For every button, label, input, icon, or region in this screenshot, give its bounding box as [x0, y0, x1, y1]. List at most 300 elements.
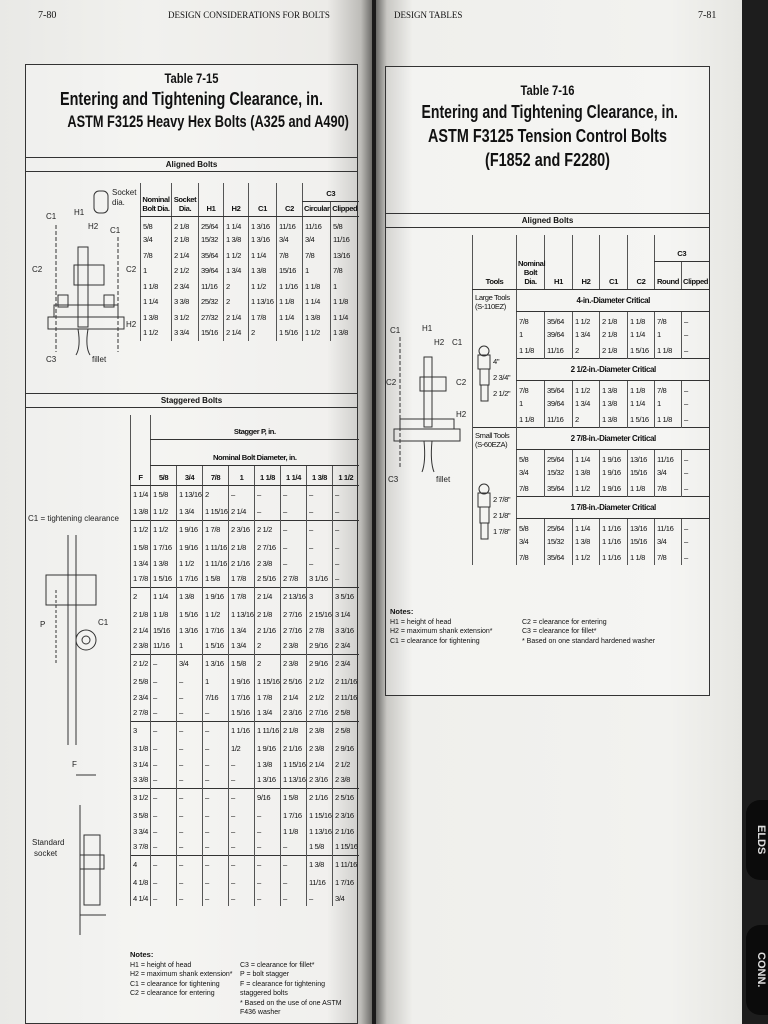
stagger-value: 1 15/16	[333, 839, 359, 855]
table-cell: 1 1/2	[573, 550, 600, 566]
table-cell: 1	[331, 279, 359, 295]
tool-model: (S-110EZ)	[475, 301, 506, 311]
stagger-value: 1 13/16	[281, 772, 307, 788]
stagger-value: 1 3/16	[177, 622, 203, 638]
stagger-value: –	[151, 756, 177, 772]
table-cell: 2	[249, 325, 277, 341]
stagger-value: 1 5/8	[281, 788, 307, 807]
stagger-value: 1 5/8	[307, 839, 333, 855]
table-cell: 3 3/8	[172, 294, 199, 310]
note-line: H2 = maximum shank extension*	[390, 628, 493, 635]
stagger-value: 2 7/16	[307, 705, 333, 721]
table-7-15	[25, 64, 358, 1024]
stagger-value: –	[177, 839, 203, 855]
svg-text:H2: H2	[126, 320, 137, 329]
table-row	[131, 740, 359, 756]
svg-text:P: P	[40, 620, 46, 629]
table-cell: 15/16	[628, 465, 655, 481]
note-line: C2 = clearance for entering	[130, 990, 215, 997]
note-line: H1 = height of head	[390, 618, 452, 626]
stagger-value: –	[151, 788, 177, 807]
table-cell: 1 3/8	[600, 396, 628, 412]
stagger-value: 1 3/8	[177, 587, 203, 606]
stagger-value: 1	[177, 638, 203, 654]
column-header: H1	[545, 235, 573, 289]
stagger-value: 1 9/16	[203, 587, 229, 606]
table-cell: 1 1/8	[628, 481, 655, 497]
table-row	[131, 721, 359, 740]
stagger-value: –	[203, 756, 229, 772]
stagger-value: 1 9/16	[255, 740, 281, 756]
table-cell: 1 3/8	[331, 325, 359, 341]
stagger-value: –	[229, 874, 255, 890]
f-value: 3 5/8	[131, 807, 151, 823]
f-value: 2 7/8	[131, 705, 151, 721]
stagger-value: –	[333, 571, 359, 587]
notes-right	[390, 607, 700, 646]
stagger-value: –	[203, 807, 229, 823]
stagger-value: –	[151, 721, 177, 740]
stagger-header: Stagger P, in.	[151, 415, 359, 439]
table-cell: 1 3/4	[573, 396, 600, 412]
stagger-value: –	[229, 839, 255, 855]
section-row	[473, 289, 709, 311]
stagger-value: 2 15/16	[307, 606, 333, 622]
f-value: 4	[131, 855, 151, 874]
stagger-value: 1 3/4	[177, 504, 203, 520]
svg-text:H2: H2	[456, 410, 467, 419]
stagger-value: –	[177, 705, 203, 721]
note-line: P = bolt stagger	[240, 971, 290, 978]
table-row	[131, 520, 359, 539]
stagger-value: 2 1/2	[255, 520, 281, 539]
table-cell: 1	[141, 263, 172, 279]
stagger-value: –	[151, 874, 177, 890]
stagger-value: –	[177, 823, 203, 839]
table-cell: 1 3/8	[573, 534, 600, 550]
table-cell: 1 3/8	[303, 310, 331, 326]
table-cell: 3/4	[277, 232, 303, 248]
table-cell: 1 3/4	[224, 263, 249, 279]
stagger-value: –	[229, 788, 255, 807]
table-row	[131, 587, 359, 606]
stagger-value: –	[229, 807, 255, 823]
stagger-value: –	[281, 874, 307, 890]
svg-text:fillet: fillet	[92, 355, 107, 364]
table-row	[131, 622, 359, 638]
diameter-header: 1	[229, 465, 255, 485]
stagger-value: 2 5/16	[333, 788, 359, 807]
table-cell: 1 9/16	[600, 465, 628, 481]
table-cell: 7/8	[655, 550, 682, 566]
table-cell: –	[682, 380, 709, 396]
table-cell: 1 3/8	[249, 263, 277, 279]
table-row	[131, 571, 359, 587]
aligned-bolts-band: Aligned Bolts	[26, 157, 357, 172]
running-head: DESIGN CONSIDERATIONS FOR BOLTS	[168, 10, 330, 20]
stagger-value: –	[333, 555, 359, 571]
stagger-value: 1 11/16	[203, 539, 229, 555]
table-cell: 5/8	[141, 217, 172, 233]
f-value: 3 3/8	[131, 772, 151, 788]
stagger-value: –	[151, 673, 177, 689]
stagger-value: 2 9/16	[333, 740, 359, 756]
stagger-value: 1 7/8	[229, 587, 255, 606]
table-cell: 2 1/2	[172, 263, 199, 279]
table-cell: 3/4	[517, 534, 545, 550]
note-line: C3 = clearance for fillet*	[522, 628, 597, 635]
table-number: Table 7-16	[520, 82, 575, 98]
stagger-value: 2 11/16	[333, 689, 359, 705]
table-cell: 3 3/4	[172, 325, 199, 341]
tool-model: (S-60EZA)	[475, 439, 508, 449]
column-header: C2	[628, 235, 655, 289]
diameter-header: 3/4	[177, 465, 203, 485]
table-title-line2: ASTM F3125 Tension Control Bolts	[428, 126, 667, 146]
svg-text:C1: C1	[452, 338, 463, 347]
svg-text:C1: C1	[46, 212, 57, 221]
stagger-value: –	[203, 874, 229, 890]
table-cell: 11/16	[331, 232, 359, 248]
diameter-header: 7/8	[203, 465, 229, 485]
stagger-value: 1 9/16	[177, 520, 203, 539]
stagger-value: 2 1/8	[255, 606, 281, 622]
stagger-value: –	[177, 772, 203, 788]
table-cell: –	[682, 311, 709, 327]
column-header: C3	[655, 235, 709, 261]
table-cell: 2 1/8	[172, 232, 199, 248]
column-header: C2	[277, 183, 303, 217]
table-row	[141, 279, 359, 295]
svg-text:H1: H1	[74, 208, 85, 217]
stagger-value: –	[151, 855, 177, 874]
table-cell: 11/16	[199, 279, 224, 295]
stagger-value: –	[255, 823, 281, 839]
stagger-value: 1 3/8	[255, 756, 281, 772]
note-line: H1 = height of head	[130, 961, 192, 969]
table-cell: 1 1/16	[600, 518, 628, 534]
f-value: 3 1/4	[131, 756, 151, 772]
stagger-value: 2 3/16	[281, 705, 307, 721]
table-cell: 15/16	[199, 325, 224, 341]
stagger-value: 11/16	[151, 638, 177, 654]
stagger-value: –	[203, 772, 229, 788]
nominal-diameter-header: Nominal Bolt Diameter, in.	[151, 439, 359, 465]
stagger-value: 1 3/8	[307, 855, 333, 874]
stagger-value: 1 5/16	[229, 705, 255, 721]
stagger-value: 1 11/16	[333, 855, 359, 874]
stagger-value: 2 1/4	[307, 756, 333, 772]
table-cell: 35/64	[199, 248, 224, 264]
table-title-line2: ASTM F3125 Heavy Hex Bolts (A325 and A490)	[67, 112, 349, 131]
stagger-value: 2	[255, 638, 281, 654]
table-row	[131, 839, 359, 855]
table-cell: 2	[573, 412, 600, 428]
svg-text:C3: C3	[388, 475, 399, 484]
column-header: Tools	[473, 235, 517, 289]
stagger-value: –	[151, 823, 177, 839]
stagger-value: 1 15/16	[281, 756, 307, 772]
table-cell: 7/8	[141, 248, 172, 264]
svg-text:C2: C2	[32, 265, 43, 274]
table-cell: 35/64	[545, 481, 573, 497]
svg-text:dia.: dia.	[112, 198, 125, 207]
table-row	[131, 504, 359, 520]
table-cell: 1 3/8	[141, 310, 172, 326]
table-row	[131, 890, 359, 906]
stagger-value: 1 7/8	[229, 571, 255, 587]
table-cell: 25/32	[199, 294, 224, 310]
staggered-bolts-table	[130, 415, 359, 906]
stagger-value: 2 1/4	[255, 587, 281, 606]
stagger-value: 1 5/16	[151, 571, 177, 587]
table-cell: 1 1/2	[249, 279, 277, 295]
table-cell: 1	[517, 396, 545, 412]
table-cell: 7/8	[517, 311, 545, 327]
f-value: 3 7/8	[131, 839, 151, 855]
stagger-value: 1 13/16	[177, 485, 203, 504]
table-cell: 11/16	[655, 518, 682, 534]
column-header: Circular	[303, 201, 331, 217]
stagger-value: 2 3/8	[307, 740, 333, 756]
f-value: 2 5/8	[131, 673, 151, 689]
stagger-value: –	[281, 855, 307, 874]
table-row	[131, 788, 359, 807]
table-row	[141, 325, 359, 341]
svg-text:H2: H2	[88, 222, 99, 231]
stagger-value: 2 7/16	[281, 606, 307, 622]
f-value: 4 1/4	[131, 890, 151, 906]
stagger-value: –	[281, 839, 307, 855]
table-cell: 1 1/4	[224, 217, 249, 233]
stagger-value: 1 7/16	[229, 689, 255, 705]
stagger-value: –	[307, 504, 333, 520]
table-cell: 7/8	[517, 380, 545, 396]
column-header: H2	[573, 235, 600, 289]
svg-text:C3: C3	[46, 355, 57, 364]
stagger-value: 2 9/16	[307, 638, 333, 654]
table-cell: –	[682, 412, 709, 428]
section-header: 2 1/2-in.-Diameter Critical	[517, 358, 709, 380]
stagger-value: 1 1/16	[229, 721, 255, 740]
stagger-value: –	[177, 788, 203, 807]
table-cell: 3/4	[141, 232, 172, 248]
page-number: 7-81	[698, 10, 717, 21]
stagger-value: 3	[307, 587, 333, 606]
table-cell: 1 9/16	[600, 449, 628, 465]
stagger-value: –	[151, 705, 177, 721]
table-cell: 2 1/8	[600, 343, 628, 359]
aligned-bolt-diagram	[26, 177, 140, 382]
table-row	[131, 823, 359, 839]
column-header: Nominal Bolt Dia.	[141, 183, 172, 217]
stagger-value: 1 9/16	[229, 673, 255, 689]
stagger-value: 2	[203, 485, 229, 504]
table-cell: 1 1/8	[277, 294, 303, 310]
table-cell: 13/16	[331, 248, 359, 264]
table-cell: 39/64	[199, 263, 224, 279]
note-line: H2 = maximum shank extension*	[130, 971, 233, 978]
stagger-value: 1 3/4	[229, 638, 255, 654]
stagger-value: 2 1/16	[229, 555, 255, 571]
table-cell: 3/4	[655, 534, 682, 550]
stagger-value: –	[203, 890, 229, 906]
stagger-value: –	[307, 485, 333, 504]
stagger-value: –	[333, 520, 359, 539]
stagger-value: –	[255, 874, 281, 890]
table-cell: 11/16	[277, 217, 303, 233]
stagger-value: 2 1/4	[229, 504, 255, 520]
socket-dimension: 2 1/8"	[493, 510, 511, 520]
table-cell: 1	[517, 327, 545, 343]
table-cell: 25/64	[545, 518, 573, 534]
svg-text:C2: C2	[386, 378, 397, 387]
stagger-value: 2 9/16	[307, 654, 333, 673]
note-line: C1 = clearance for tightening	[130, 980, 220, 988]
stagger-value: 11/16	[307, 874, 333, 890]
stagger-value: –	[229, 823, 255, 839]
table-cell: 3/4	[303, 232, 331, 248]
stagger-value: –	[203, 855, 229, 874]
stagger-value: 1 5/8	[151, 485, 177, 504]
table-cell: 1 3/4	[573, 327, 600, 343]
stagger-value: 1 1/8	[281, 823, 307, 839]
table-cell: 2 3/4	[172, 279, 199, 295]
table-cell: –	[682, 465, 709, 481]
table-row	[131, 772, 359, 788]
svg-text:F: F	[72, 760, 77, 769]
table-7-16	[385, 66, 710, 696]
stagger-value: –	[281, 890, 307, 906]
stagger-value: –	[177, 874, 203, 890]
table-cell: 2	[224, 279, 249, 295]
stagger-value: 3/4	[333, 890, 359, 906]
svg-text:Socket: Socket	[112, 188, 137, 197]
f-value: 3 3/4	[131, 823, 151, 839]
staggered-bolt-diagram	[26, 415, 130, 955]
table-cell: 1 1/8	[517, 412, 545, 428]
svg-text:C2: C2	[126, 265, 137, 274]
tc-bolt-diagram	[386, 317, 472, 497]
diameter-header: 1 3/8	[307, 465, 333, 485]
f-value: 3	[131, 721, 151, 740]
table-cell: 5/8	[331, 217, 359, 233]
stagger-value: 1 7/16	[333, 874, 359, 890]
tool-name: Small Tools	[475, 430, 510, 440]
table-row	[131, 689, 359, 705]
table-cell: 11/16	[655, 449, 682, 465]
table-cell: –	[682, 550, 709, 566]
stagger-value: –	[203, 839, 229, 855]
table-cell: 1 1/2	[573, 311, 600, 327]
table-cell: 1 1/16	[600, 534, 628, 550]
stagger-value: 7/16	[203, 689, 229, 705]
socket-dimension: 1 7/8"	[493, 526, 511, 536]
svg-text:socket: socket	[34, 849, 58, 858]
table-cell: 35/64	[545, 311, 573, 327]
stagger-value: –	[281, 485, 307, 504]
stagger-value: 3 3/16	[333, 622, 359, 638]
table-cell: 1 1/2	[141, 325, 172, 341]
table-cell: –	[682, 327, 709, 343]
table-cell: 1	[655, 327, 682, 343]
staggered-bolts-band: Staggered Bolts	[26, 393, 357, 408]
table-cell: 7/8	[517, 550, 545, 566]
f-value: 1 7/8	[131, 571, 151, 587]
table-row	[131, 606, 359, 622]
stagger-value: –	[229, 855, 255, 874]
f-value: 2 1/8	[131, 606, 151, 622]
stagger-value: 3/4	[177, 654, 203, 673]
stagger-value: 2 1/16	[255, 622, 281, 638]
stagger-value: –	[151, 689, 177, 705]
section-header: 2 7/8-in.-Diameter Critical	[517, 427, 709, 449]
table-cell: 1 1/4	[141, 294, 172, 310]
section-row	[473, 427, 709, 449]
table-cell: 1 1/8	[655, 412, 682, 428]
table-cell: 1 1/2	[303, 325, 331, 341]
stagger-value: 2 11/16	[333, 673, 359, 689]
stagger-value: –	[151, 890, 177, 906]
stagger-value: 1 11/16	[255, 721, 281, 740]
stagger-value: –	[203, 740, 229, 756]
book-edge	[742, 0, 768, 1024]
wrench-socket-icon	[475, 345, 515, 405]
stagger-value: 1 5/16	[203, 638, 229, 654]
svg-text:C1: C1	[98, 618, 109, 627]
stagger-value: –	[203, 705, 229, 721]
stagger-value: –	[229, 485, 255, 504]
stagger-value: 1 7/16	[281, 807, 307, 823]
stagger-value: –	[229, 756, 255, 772]
running-head: DESIGN TABLES	[394, 10, 463, 20]
stagger-value: 1 3/16	[255, 772, 281, 788]
table-cell: 1 1/4	[277, 310, 303, 326]
f-value: 1 3/8	[131, 504, 151, 520]
stagger-value: 9/16	[255, 788, 281, 807]
diameter-header: 1 1/2	[333, 465, 359, 485]
stagger-value: 2 7/8	[281, 571, 307, 587]
table-row	[131, 654, 359, 673]
stagger-value: 2 5/16	[255, 571, 281, 587]
stagger-value: 2 5/16	[281, 673, 307, 689]
stagger-value: –	[203, 788, 229, 807]
table-cell: 1 1/4	[303, 294, 331, 310]
notes-heading: Notes:	[390, 607, 414, 616]
table-cell: –	[682, 518, 709, 534]
table-row	[141, 217, 359, 233]
table-cell: 1 5/16	[628, 412, 655, 428]
table-cell: 7/8	[277, 248, 303, 264]
left-page	[0, 0, 372, 1024]
table-cell: 7/8	[655, 481, 682, 497]
socket-dimension: 4"	[493, 356, 500, 366]
tool-cell	[473, 427, 517, 565]
table-cell: 1 3/8	[224, 232, 249, 248]
stagger-value: –	[177, 673, 203, 689]
stagger-value: 1 7/16	[203, 622, 229, 638]
stagger-value: 1 1/2	[177, 555, 203, 571]
stagger-value: –	[177, 689, 203, 705]
table-cell: 2 1/4	[172, 248, 199, 264]
note-line: * Based on the use of one ASTM F436 washer	[240, 999, 342, 1016]
f-value: 1 1/2	[131, 520, 151, 539]
f-value: 3 1/8	[131, 740, 151, 756]
note-line: F = clearance for tightening staggered bolts	[240, 980, 326, 997]
table-title-line1: Entering and Tightening Clearance, in.	[60, 89, 323, 109]
stagger-value: 1 1/2	[203, 606, 229, 622]
stagger-value: 1 9/16	[177, 539, 203, 555]
